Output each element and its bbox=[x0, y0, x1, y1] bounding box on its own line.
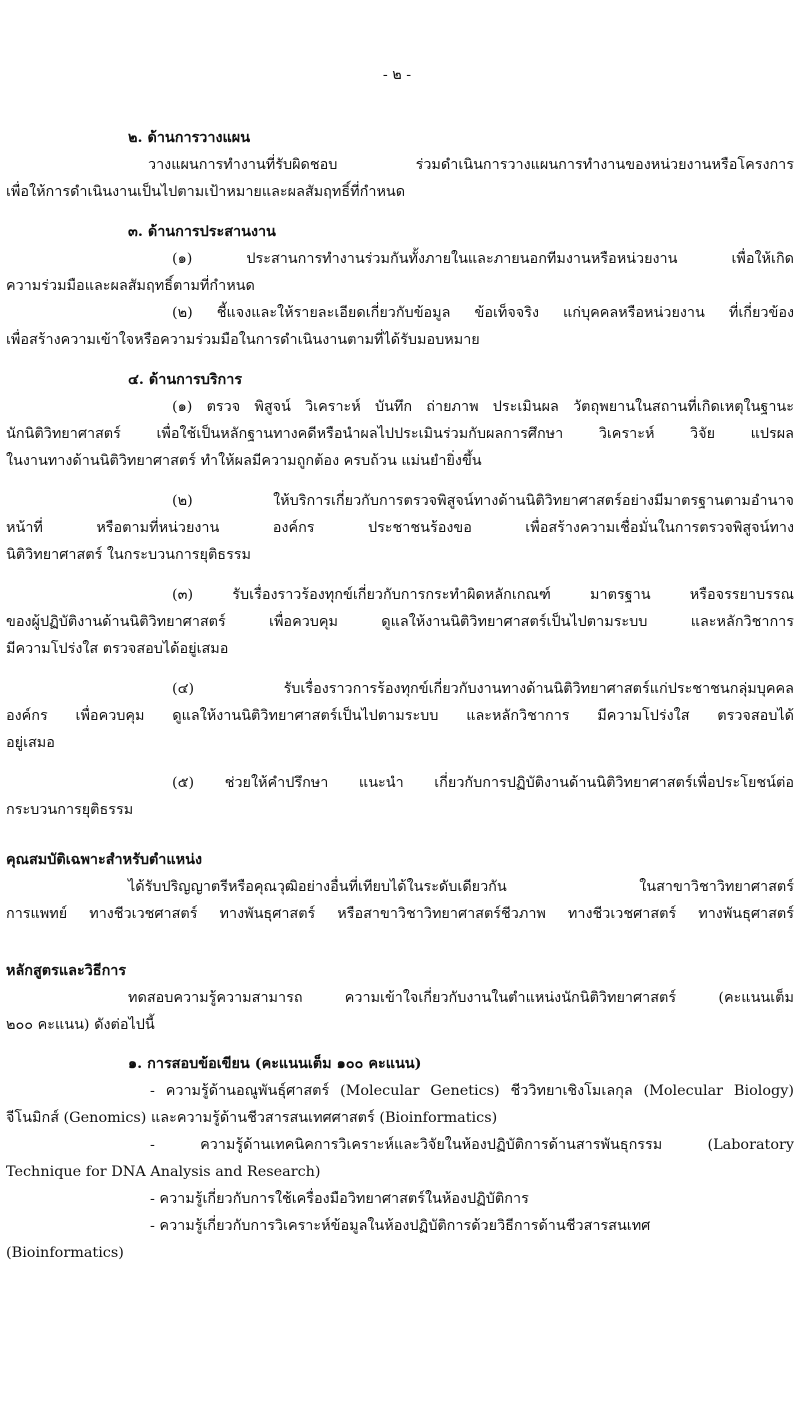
paragraph-line: มีความโปร่งใส ตรวจสอบได้อยู่เสมอ bbox=[6, 641, 229, 657]
paragraph-line: กระบวนการยุติธรรม bbox=[6, 802, 134, 818]
paragraph-line: ของผู้ปฏิบัติงานด้านนิติวิทยาศาสตร์ เพื่อควบคุม ดูแลให้งานนิติวิทยาศาสตร์เป็นไปตามระบบ และหลักวิชาการ bbox=[6, 614, 794, 630]
paragraph-line: (๑) ประสานการทำงานร่วมกันทั้งภายในและภายนอกทีมงานหรือหน่วยงาน เพื่อให้เกิด bbox=[172, 251, 794, 267]
list-item: - ความรู้เกี่ยวกับการใช้เครื่องมือวิทยาศาสตร์ในห้องปฏิบัติการ bbox=[150, 1191, 529, 1207]
list-item-continued: Technique for DNA Analysis and Research) bbox=[6, 1164, 321, 1180]
page-number: - ๒ - bbox=[382, 67, 412, 83]
heading-service: ๔. ด้านการบริการ bbox=[128, 371, 243, 388]
paragraph-line: นิติวิทยาศาสตร์ ในกระบวนการยุติธรรม bbox=[6, 547, 252, 563]
paragraph-line: หน้าที่ หรือตามที่หน่วยงาน องค์กร ประชาชนร้องขอ เพื่อสร้างความเชื่อมั่นในการตรวจพิสูจน์ทาง bbox=[6, 520, 794, 536]
paragraph-line: การแพทย์ ทางชีวเวชศาสตร์ ทางพันธุศาสตร์ หรือสาขาวิชาวิทยาศาสตร์ชีวภาพ ทางชีวเวชศาสตร์ ทางพันธุศาสตร์ bbox=[6, 906, 794, 922]
paragraph-line: (๒) ให้บริการเกี่ยวกับการตรวจพิสูจน์ทางด้านนิติวิทยาศาสตร์อย่างมีมาตรฐานตามอำนาจ bbox=[172, 493, 794, 509]
paragraph-line: ในงานทางด้านนิติวิทยาศาสตร์ ทำให้ผลมีความถูกต้อง ครบถ้วน แม่นยำยิ่งขึ้น bbox=[6, 453, 482, 469]
heading-qualification: คุณสมบัติเฉพาะสำหรับตำแหน่ง bbox=[6, 851, 203, 868]
list-item: - ความรู้เกี่ยวกับการวิเคราะห์ข้อมูลในห้องปฏิบัติการด้วยวิธีการด้านชีวสารสนเทศ bbox=[150, 1218, 651, 1234]
list-item-continued: (Bioinformatics) bbox=[6, 1245, 124, 1261]
list-item: - ความรู้ด้านอณูพันธุ์ศาสตร์ (Molecular Genetics) ชีววิทยาเชิงโมเลกุล (Molecular Biology) bbox=[150, 1083, 794, 1099]
paragraph-line: (๒) ชี้แจงและให้รายละเอียดเกี่ยวกับข้อมูล ข้อเท็จจริง แก่บุคคลหรือหน่วยงาน ที่เกี่ยวข้อง bbox=[172, 305, 794, 321]
heading-planning: ๒. ด้านการวางแผน bbox=[128, 129, 251, 146]
paragraph-line: ความร่วมมือและผลสัมฤทธิ์ตามที่กำหนด bbox=[6, 278, 255, 294]
paragraph-line: (๓) รับเรื่องราวร้องทุกข์เกี่ยวกับการกระทำผิดหลักเกณฑ์ มาตรฐาน หรือจรรยาบรรณ bbox=[172, 587, 794, 603]
paragraph-line: เพื่อสร้างความเข้าใจหรือความร่วมมือในการดำเนินงานตามที่ได้รับมอบหมาย bbox=[6, 332, 480, 348]
paragraph-line: เพื่อให้การดำเนินงานเป็นไปตามเป้าหมายและผลสัมฤทธิ์ที่กำหนด bbox=[6, 184, 406, 200]
heading-coordination: ๓. ด้านการประสานงาน bbox=[128, 223, 276, 240]
heading-curriculum: หลักสูตรและวิธีการ bbox=[6, 962, 127, 979]
paragraph-line: องค์กร เพื่อควบคุม ดูแลให้งานนิติวิทยาศาสตร์เป็นไปตามระบบ และหลักวิชาการ มีความโปร่งใส ตรวจสอบได้ bbox=[6, 708, 794, 724]
paragraph-line: (๔) รับเรื่องราวการร้องทุกข์เกี่ยวกับงานทางด้านนิติวิทยาศาสตร์แก่ประชาชนกลุ่มบุคคล bbox=[172, 681, 794, 697]
paragraph-line: วางแผนการทำงานที่รับผิดชอบ ร่วมดำเนินการวางแผนการทำงานของหน่วยงานหรือโครงการ bbox=[148, 157, 794, 173]
paragraph-line: (๑) ตรวจ พิสูจน์ วิเคราะห์ บันทึก ถ่ายภาพ ประเมินผล วัตถุพยานในสถานที่เกิดเหตุในฐานะ bbox=[172, 399, 794, 415]
paragraph-line: ๒๐๐ คะแนน) ดังต่อไปนี้ bbox=[6, 1017, 155, 1033]
heading-written-exam: ๑. การสอบข้อเขียน (คะแนนเต็ม ๑๐๐ คะแนน) bbox=[128, 1055, 422, 1072]
paragraph-line: ได้รับปริญญาตรีหรือคุณวุฒิอย่างอื่นที่เทียบได้ในระดับเดียวกัน ในสาขาวิชาวิทยาศาสตร์ bbox=[128, 879, 794, 895]
paragraph-line: อยู่เสมอ bbox=[6, 735, 55, 751]
paragraph-line: นักนิติวิทยาศาสตร์ เพื่อใช้เป็นหลักฐานทางคดีหรือนำผลไปประเมินร่วมกับผลการศึกษา วิเคราะห์ วิจัย แปรผล bbox=[6, 426, 794, 442]
paragraph-line: ทดสอบความรู้ความสามารถ ความเข้าใจเกี่ยวกับงานในตำแหน่งนักนิติวิทยาศาสตร์ (คะแนนเต็ม bbox=[128, 990, 794, 1006]
list-item-continued: จีโนมิกส์ (Genomics) และความรู้ด้านชีวสารสนเทศศาสตร์ (Bioinformatics) bbox=[6, 1110, 498, 1126]
list-item: - ความรู้ด้านเทคนิคการวิเคราะห์และวิจัยในห้องปฏิบัติการด้านสารพันธุกรรม (Laboratory bbox=[150, 1137, 794, 1153]
paragraph-line: (๕) ช่วยให้คำปรึกษา แนะนำ เกี่ยวกับการปฏิบัติงานด้านนิติวิทยาศาสตร์เพื่อประโยชน์ต่อ bbox=[172, 775, 794, 791]
